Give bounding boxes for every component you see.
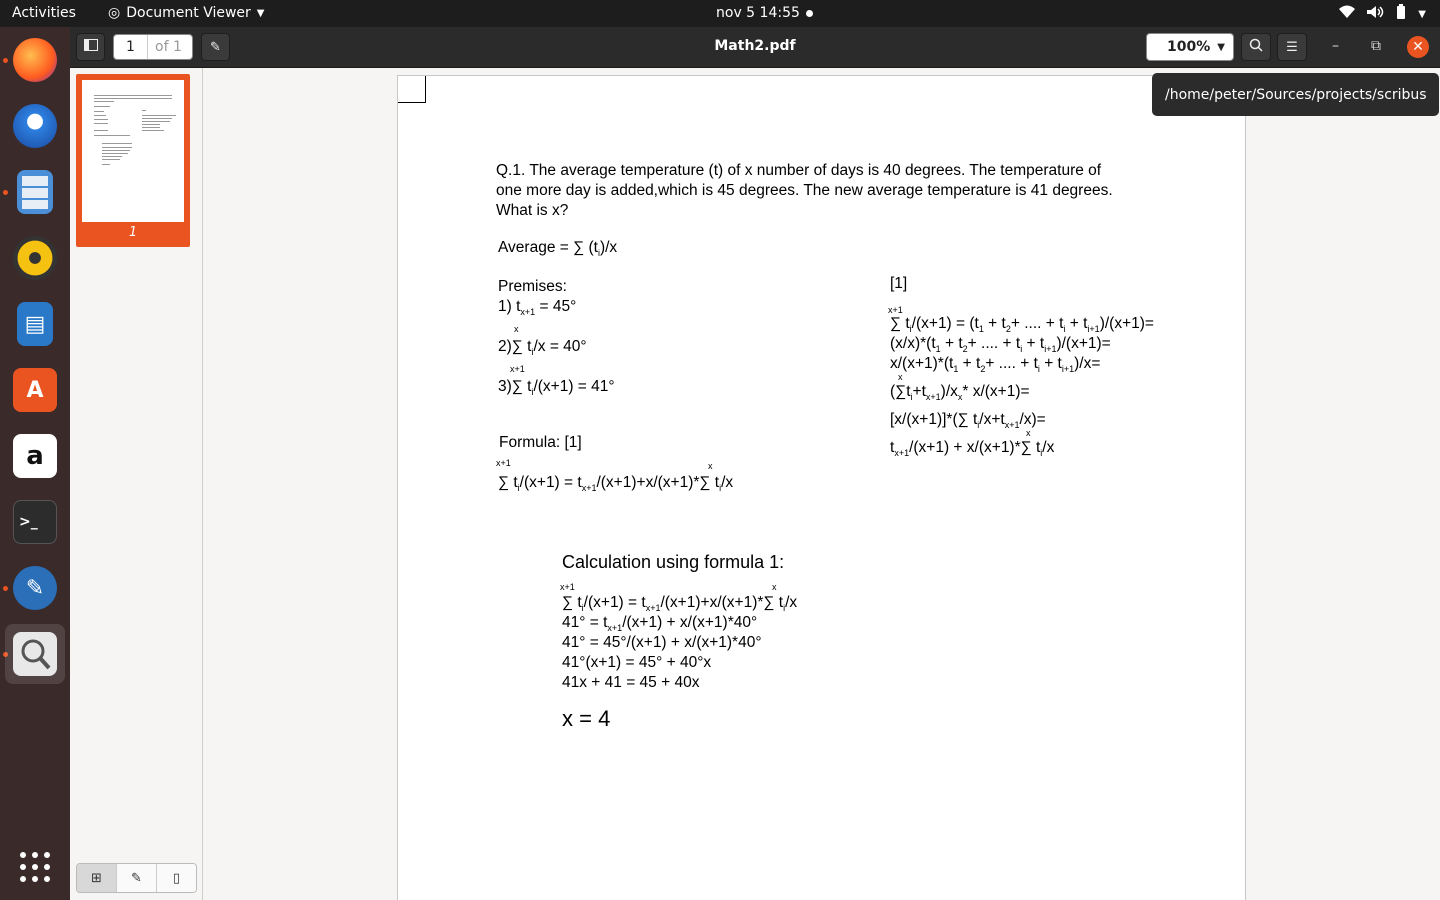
dock-scribus[interactable] — [5, 558, 65, 618]
premise-3: 3)∑ $t_i/(x+1) = 41^\circ$ — [498, 378, 615, 397]
amazon-icon: a — [13, 434, 57, 478]
document-view[interactable] — [203, 68, 1440, 900]
volume-icon — [1366, 5, 1384, 23]
premise-2: 2)∑ $t_i/x = 40^\circ$ — [498, 338, 587, 357]
tab-thumbnails[interactable] — [77, 864, 117, 892]
zoom-selector[interactable] — [1146, 33, 1234, 61]
derivation-line: ∑ $t_i/(x+1) = (t_1 + t_2+$ .... + $t_i + t_{i+1})/(x+1)=$ — [890, 315, 1154, 334]
sum-upper-limit: x+1 — [510, 364, 525, 374]
file-path-tooltip: /home/peter/Sources/projects/scribus — [1152, 73, 1439, 116]
activities-button[interactable]: Activities — [12, 5, 76, 21]
question-line: one more day is added,which is 45 degrees. The new average temperature is 41 degrees. — [496, 182, 1113, 199]
document-viewer-icon — [13, 632, 57, 676]
rhythmbox-icon — [13, 236, 57, 280]
clock[interactable] — [716, 5, 813, 21]
sum-upper-limit: x — [1026, 428, 1031, 438]
sum-upper-limit: x+1 — [888, 305, 903, 315]
formula-title: Formula: [1] — [499, 434, 582, 451]
scribus-icon: ✎ — [13, 566, 57, 610]
battery-icon — [1394, 4, 1408, 24]
show-applications-button[interactable] — [5, 837, 65, 897]
software-center-icon: A — [13, 368, 57, 412]
page-total-label: of 1 — [155, 39, 182, 55]
premises-title: Premises: — [498, 278, 567, 295]
pencil-icon: ✎ — [210, 39, 221, 55]
average-formula: Average = ∑ $(t_i)/x$ — [498, 239, 618, 258]
app-menu-icon: ◎ — [108, 5, 121, 21]
calculation-line: 41°(x+1) = 45° + 40°x — [562, 654, 712, 671]
pdf-page — [397, 75, 1246, 900]
app-menu-label: Document Viewer — [126, 5, 251, 21]
calculation-line: $41^\circ = t_{x+1}/(x+1) + x/(x+1)*40^\circ$ — [562, 614, 758, 633]
question-line: Q.1. The average temperature (t) of x number of days is 40 degrees. The temperature of — [496, 162, 1102, 179]
annotate-button[interactable] — [201, 33, 230, 61]
writer-icon: ▤ — [17, 302, 53, 346]
system-top-bar — [0, 0, 1440, 27]
derivation-line: $(x/x)*(t_1 + t_2+$ .... + $t_i + t_{i+1})/(x+1)=$ — [890, 335, 1111, 354]
bookmark-icon: ▯ — [172, 870, 181, 886]
minimize-icon: – — [1332, 38, 1339, 54]
sum-upper-limit: x — [772, 582, 777, 592]
maximize-icon: ⧉ — [1371, 38, 1381, 54]
app-grid-icon — [13, 845, 57, 889]
chevron-down-icon: ▼ — [1418, 8, 1426, 20]
dock-files[interactable] — [5, 162, 65, 222]
document-title: Math2.pdf — [714, 38, 796, 54]
chevron-down-icon: ▼ — [256, 7, 265, 19]
derivation-line: $t_{x+1}/(x+1) + x/(x+1)*\sum$ $t_i/x$ — [890, 439, 1055, 458]
page-number-entry[interactable] — [113, 34, 193, 60]
calculation-line: 41° = 45°/(x+1) + x/(x+1)*40° — [562, 634, 762, 651]
firefox-icon — [13, 38, 57, 82]
thunderbird-icon — [13, 104, 57, 148]
minimize-button[interactable] — [1332, 38, 1339, 54]
current-page-input[interactable]: 1 — [114, 35, 148, 59]
close-button[interactable] — [1407, 36, 1429, 58]
terminal-icon: >_ — [13, 500, 57, 544]
page-thumbnail-selected[interactable] — [76, 74, 190, 247]
derivation-line: [x/(x+1)]*(∑ $t_i/x+t_{x+1}/x)=$ — [890, 411, 1046, 430]
hamburger-menu-icon: ☰ — [1286, 39, 1298, 55]
search-icon — [1249, 38, 1263, 56]
question-line: What is x? — [496, 202, 569, 219]
sidebar — [70, 68, 203, 900]
chevron-down-icon: ▼ — [1217, 41, 1225, 53]
dock-writer[interactable] — [5, 294, 65, 354]
sum-upper-limit: x+1 — [560, 582, 575, 592]
dock-rhythmbox[interactable] — [5, 228, 65, 288]
header-bar — [70, 27, 1440, 68]
dock-thunderbird[interactable] — [5, 96, 65, 156]
calculation-line: ∑ $t_i/(x+1) = t_{x+1}/(x+1)+x/(x+1)*\sum$ $t_i/x$ — [562, 594, 798, 613]
annotation-icon: ✎ — [131, 870, 142, 886]
result: x = 4 — [562, 706, 611, 731]
formula-1: ∑ $t_i/(x+1) = t_{x+1}/(x+1)+x/(x+1)*\sum$ $t_i/x$ — [498, 474, 734, 493]
maximize-button[interactable] — [1371, 38, 1381, 54]
app-menu[interactable] — [108, 5, 265, 21]
dock-terminal[interactable] — [5, 492, 65, 552]
tab-bookmarks[interactable] — [157, 864, 196, 892]
calculation-line: 41x + 41 = 45 + 40x — [562, 674, 700, 691]
dock-amazon[interactable] — [5, 426, 65, 486]
close-icon: ✕ — [1412, 39, 1424, 55]
sum-upper-limit: x — [898, 372, 903, 382]
files-icon — [17, 170, 53, 214]
derivation-line: $(\sum t_i+t_{x+1})/x_x*$ x/(x+1)= — [890, 383, 1030, 402]
sum-upper-limit: x+1 — [496, 458, 511, 468]
dock-document-viewer[interactable] — [5, 624, 65, 684]
sum-upper-limit: x — [514, 324, 519, 334]
page-thumbnail — [82, 80, 184, 222]
sidebar-tabs — [76, 863, 197, 893]
tab-annotations[interactable] — [117, 864, 157, 892]
wifi-icon — [1338, 5, 1356, 23]
sidebar-toggle-button[interactable] — [76, 33, 105, 61]
reference-label: [1] — [890, 275, 908, 292]
thumbnail-page-label: 1 — [128, 225, 138, 240]
search-button[interactable] — [1241, 33, 1271, 61]
zoom-value: 100% — [1167, 39, 1211, 55]
grid-icon: ⊞ — [91, 870, 102, 886]
clock-label: nov 5 14:55 — [716, 5, 800, 21]
sidebar-icon — [84, 39, 98, 55]
calculation-title: Calculation using formula 1: — [562, 552, 785, 572]
dock-software[interactable] — [5, 360, 65, 420]
derivation-line: $x/(x+1)*(t_1 + t_2+$ .... + $t_i + t_{i+1})/x=$ — [890, 355, 1101, 374]
system-tray[interactable] — [1338, 4, 1426, 24]
main-menu-button[interactable] — [1277, 33, 1307, 61]
dock-firefox[interactable] — [5, 30, 65, 90]
premise-1: 1) $t_{x+1} = 45^\circ$ — [498, 298, 577, 317]
dock — [0, 27, 70, 900]
crop-mark — [398, 76, 426, 103]
notification-dot-icon — [806, 10, 813, 17]
sum-upper-limit: x — [708, 461, 713, 471]
